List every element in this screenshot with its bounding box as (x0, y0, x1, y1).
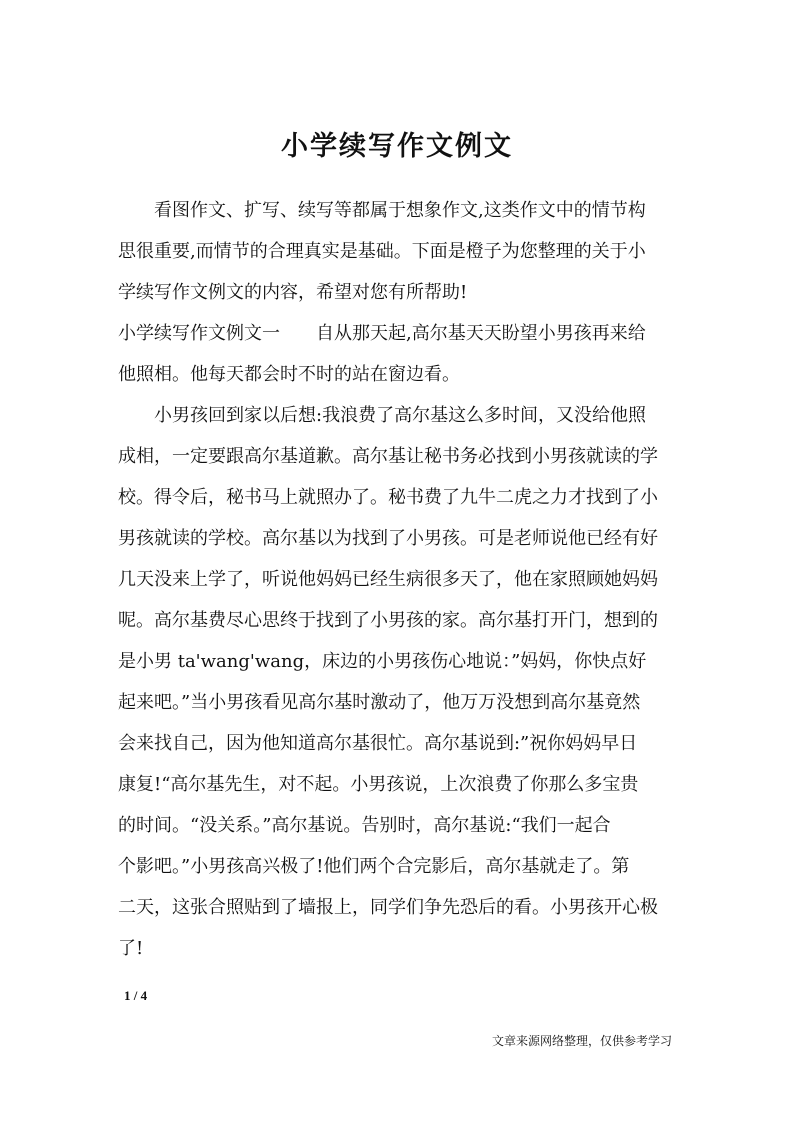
text-line: 几天没来上学了，听说他妈妈已经生病很多天了，他在家照顾她妈妈 (118, 569, 658, 590)
text-line: 是小男 ta'wang'wang，床边的小男孩伤心地说：”妈妈，你快点好 (118, 651, 647, 672)
page-number: 1 / 4 (124, 988, 148, 1003)
text-line: 起来吧。”当小男孩看见高尔基时激动了，他万万没想到高尔基竟然 (118, 692, 641, 713)
text-line: 的时间。“没关系。”高尔基说。告别时，高尔基说:“我们一起合 (118, 815, 611, 836)
text-line: 学续写作文例文的内容，希望对您有所帮助! (118, 282, 468, 303)
text-line: 小男孩回到家以后想:我浪费了高尔基这么多时间，又没给他照 (118, 405, 647, 426)
text-line: 会来找自己，因为他知道高尔基很忙。高尔基说到:”祝你妈妈早日 (118, 733, 638, 754)
text-line: 看图作文、扩写、续写等都属于想象作文,这类作文中的情节构 (118, 200, 646, 221)
document-title: 小学续写作文例文 (281, 131, 513, 162)
text-line: 他照相。他每天都会时不时的站在窗边看。 (118, 364, 460, 385)
text-line: 思很重要,而情节的合理真实是基础。下面是橙子为您整理的关于小 (118, 241, 646, 262)
text-line: 个影吧。”小男孩高兴极了!他们两个合完影后，高尔基就走了。第 (118, 856, 630, 877)
text-line: 校。得令后，秘书马上就照办了。秘书费了九牛二虎之力才找到了小 (118, 487, 658, 508)
text-line: 小学续写作文例文一 自从那天起,高尔基天天盼望小男孩再来给 (118, 323, 646, 344)
text-line: 成相，一定要跟高尔基道歉。高尔基让秘书务必找到小男孩就读的学 (118, 446, 658, 467)
text-line: 二天，这张合照贴到了墙报上，同学们争先恐后的看。小男孩开心极 (118, 897, 658, 918)
text-line: 男孩就读的学校。高尔基以为找到了小男孩。可是老师说他已经有好 (118, 528, 658, 549)
text-line: 呢。高尔基费尽心思终于找到了小男孩的家。高尔基打开门，想到的 (118, 610, 658, 631)
source-footer: 文章来源网络整理，仅供参考学习 (492, 1034, 673, 1048)
text-line: 康复!“高尔基先生，对不起。小男孩说，上次浪费了你那么多宝贵 (118, 774, 639, 795)
text-line: 了! (118, 938, 144, 959)
